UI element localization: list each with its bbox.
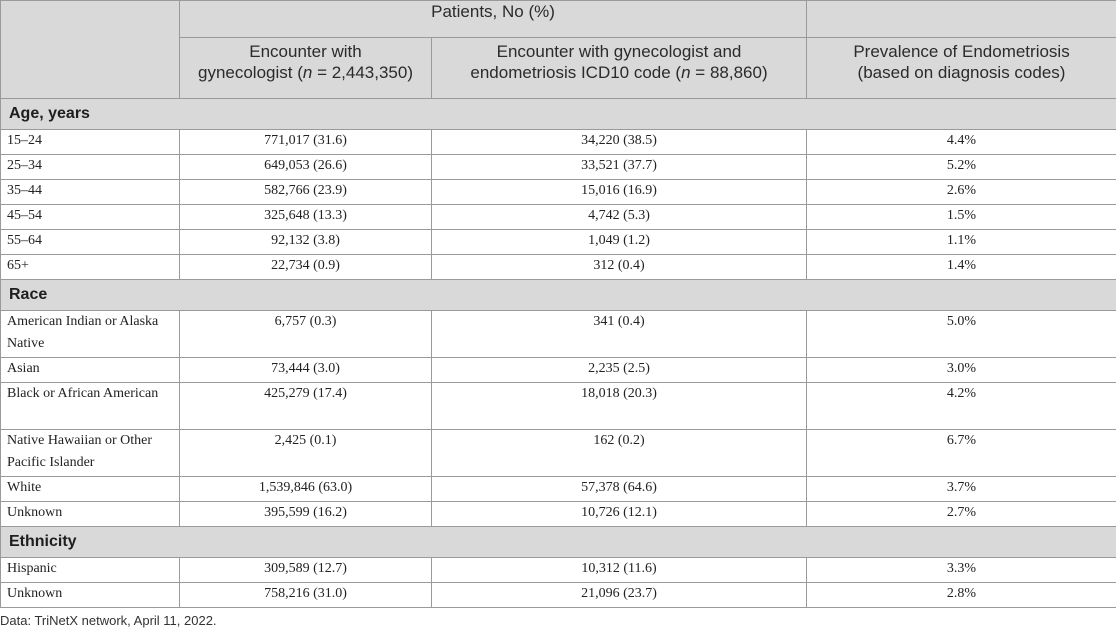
prevalence-cell: 2.8% <box>807 583 1116 608</box>
section-title: Age, years <box>1 99 1116 130</box>
row-label: 35–44 <box>1 180 180 205</box>
table-row <box>1 130 1116 155</box>
prevalence-cell: 6.7% <box>807 430 1116 477</box>
table-row <box>1 502 1116 527</box>
row-label: White <box>1 477 180 502</box>
gynecologist-count-cell: 22,734 (0.9) <box>180 255 432 280</box>
gynecologist-count-cell: 2,425 (0.1) <box>180 430 432 477</box>
prevalence-cell: 1.5% <box>807 205 1116 230</box>
table-row <box>1 583 1116 608</box>
header-prev-line1: Prevalence of Endometriosis <box>853 42 1070 61</box>
endometriosis-count-cell: 162 (0.2) <box>432 430 807 477</box>
gynecologist-count-cell: 73,444 (3.0) <box>180 358 432 383</box>
header-blank-cell <box>807 1 1116 38</box>
prevalence-cell: 5.0% <box>807 311 1116 358</box>
header-endo-n: n <box>681 63 691 82</box>
gynecologist-count-cell: 425,279 (17.4) <box>180 383 432 430</box>
prevalence-cell: 5.2% <box>807 155 1116 180</box>
header-endo-line1: Encounter with gynecologist and <box>496 42 742 61</box>
row-label: Black or African American <box>1 383 180 430</box>
prevalence-cell: 4.2% <box>807 383 1116 430</box>
row-label: 65+ <box>1 255 180 280</box>
table-header <box>1 1 1116 99</box>
gynecologist-count-cell: 325,648 (13.3) <box>180 205 432 230</box>
row-label: 15–24 <box>1 130 180 155</box>
endometriosis-count-cell: 10,312 (11.6) <box>432 558 807 583</box>
header-patients-group: Patients, No (%) <box>180 1 807 38</box>
section-header-row <box>1 280 1116 311</box>
table-row <box>1 358 1116 383</box>
gynecologist-count-cell: 771,017 (31.6) <box>180 130 432 155</box>
section-header-row <box>1 99 1116 130</box>
prevalence-cell: 1.1% <box>807 230 1116 255</box>
row-label: 45–54 <box>1 205 180 230</box>
row-label: Unknown <box>1 502 180 527</box>
table-row <box>1 477 1116 502</box>
table-footnote: Data: TriNetX network, April 11, 2022. <box>0 613 217 628</box>
gynecologist-count-cell: 309,589 (12.7) <box>180 558 432 583</box>
prevalence-cell: 1.4% <box>807 255 1116 280</box>
prevalence-cell: 4.4% <box>807 130 1116 155</box>
section-title: Race <box>1 280 1116 311</box>
prevalence-cell: 2.7% <box>807 502 1116 527</box>
endometriosis-count-cell: 10,726 (12.1) <box>432 502 807 527</box>
endometriosis-count-cell: 312 (0.4) <box>432 255 807 280</box>
row-label: 55–64 <box>1 230 180 255</box>
header-empty-cell <box>1 1 180 99</box>
endometriosis-count-cell: 33,521 (37.7) <box>432 155 807 180</box>
gynecologist-count-cell: 92,132 (3.8) <box>180 230 432 255</box>
row-label: American Indian or Alaska Native <box>1 311 180 358</box>
row-label: Native Hawaiian or Other Pacific Islander <box>1 430 180 477</box>
prevalence-cell: 3.3% <box>807 558 1116 583</box>
header-gynecologist-col <box>180 38 432 99</box>
endometriosis-count-cell: 15,016 (16.9) <box>432 180 807 205</box>
table-row <box>1 180 1116 205</box>
prevalence-cell: 2.6% <box>807 180 1116 205</box>
table-row <box>1 311 1116 358</box>
endometriosis-count-cell: 341 (0.4) <box>432 311 807 358</box>
table-row <box>1 155 1116 180</box>
header-endo-line2-prefix: endometriosis ICD10 code ( <box>470 63 682 82</box>
gynecologist-count-cell: 1,539,846 (63.0) <box>180 477 432 502</box>
endometriosis-count-cell: 18,018 (20.3) <box>432 383 807 430</box>
section-header-row <box>1 527 1116 558</box>
header-endo-line2-suffix: = 88,860) <box>690 63 768 82</box>
table-row <box>1 230 1116 255</box>
prevalence-cell: 3.7% <box>807 477 1116 502</box>
gynecologist-count-cell: 758,216 (31.0) <box>180 583 432 608</box>
section-title: Ethnicity <box>1 527 1116 558</box>
gynecologist-count-cell: 6,757 (0.3) <box>180 311 432 358</box>
header-gyn-line1: Encounter with <box>249 42 362 61</box>
prevalence-cell: 3.0% <box>807 358 1116 383</box>
endometriosis-count-cell: 21,096 (23.7) <box>432 583 807 608</box>
header-gyn-line2-suffix: = 2,443,350) <box>312 63 414 82</box>
row-label: Hispanic <box>1 558 180 583</box>
endometriosis-count-cell: 57,378 (64.6) <box>432 477 807 502</box>
table-row <box>1 205 1116 230</box>
header-gyn-n: n <box>302 63 313 82</box>
table-row <box>1 430 1116 477</box>
row-label: 25–34 <box>1 155 180 180</box>
header-prevalence-col <box>807 38 1116 99</box>
table-body <box>1 99 1116 608</box>
gynecologist-count-cell: 395,599 (16.2) <box>180 502 432 527</box>
table-row <box>1 383 1116 430</box>
table-row <box>1 558 1116 583</box>
table-row <box>1 255 1116 280</box>
header-prev-line2: (based on diagnosis codes) <box>857 63 1066 82</box>
endometriosis-count-cell: 4,742 (5.3) <box>432 205 807 230</box>
header-gyn-line2-prefix: gynecologist ( <box>197 63 303 82</box>
gynecologist-count-cell: 649,053 (26.6) <box>180 155 432 180</box>
endometriosis-count-cell: 34,220 (38.5) <box>432 130 807 155</box>
row-label: Unknown <box>1 583 180 608</box>
endometriosis-count-cell: 2,235 (2.5) <box>432 358 807 383</box>
header-endometriosis-col <box>432 38 807 99</box>
endometriosis-count-cell: 1,049 (1.2) <box>432 230 807 255</box>
gynecologist-count-cell: 582,766 (23.9) <box>180 180 432 205</box>
row-label: Asian <box>1 358 180 383</box>
